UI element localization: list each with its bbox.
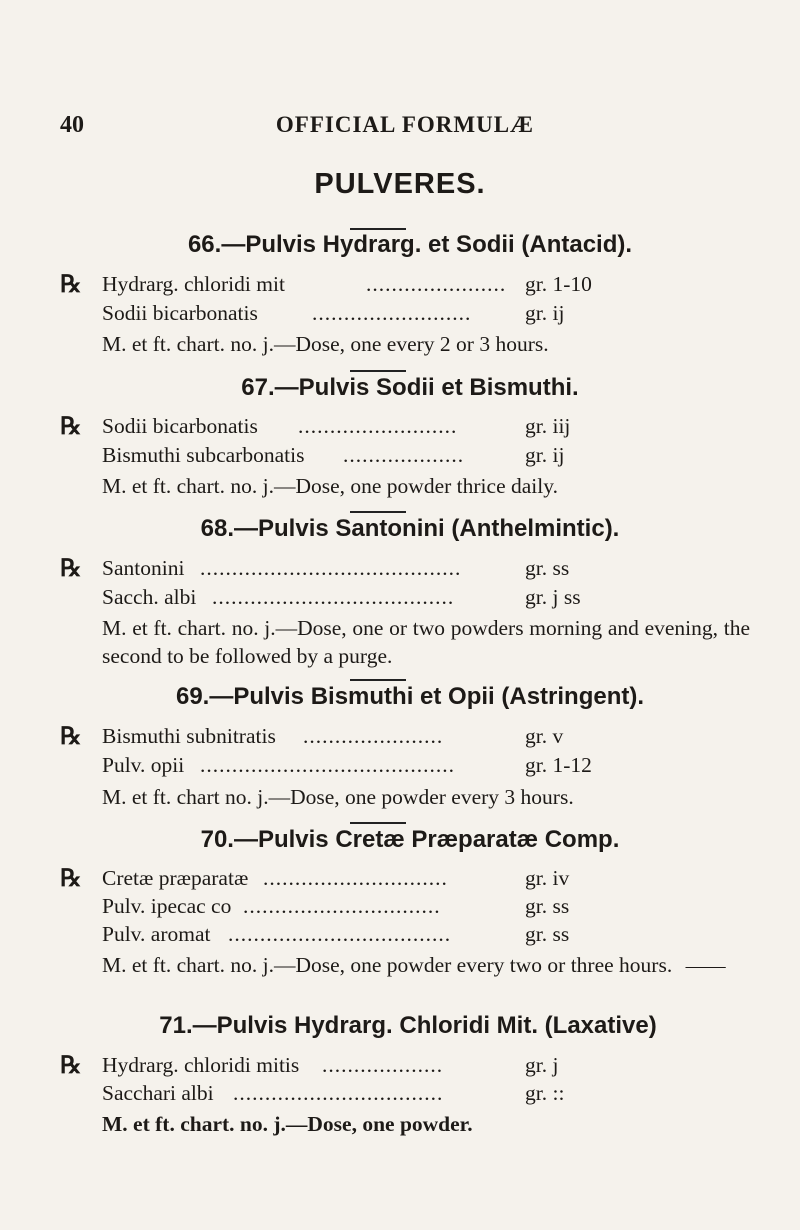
ingredient-line [60,272,750,302]
ingredient-name: Sodii bicarbonatis [102,301,258,325]
leader-dots: ................................. [233,1081,444,1105]
directions: M. et ft. chart. no. j.—Dose, one powder thrice daily. [102,474,558,498]
leader-dots: ........................................ [200,753,455,777]
entry-title-67: 67.—Pulvis Sodii et Bismuthi. [241,374,579,401]
directions: M. et ft. chart. no. j.—Dose, one every 2 or 3 hours. [102,332,549,356]
title-rule [350,370,406,372]
ingredient-name: Sacchari albi [102,1081,214,1105]
ingredient-dose: gr. v [525,724,564,748]
directions: M. et ft. chart. no. j.—Dose, one or two powders morning and evening, the second to be followed by a purge. [102,616,750,668]
ingredient-dose: gr. ss [525,894,570,918]
ingredient-line [60,414,750,444]
ingredient-line [60,1081,750,1111]
ingredient-name: Sacch. albi [102,585,197,609]
ingredient-dose: gr. ij [525,443,565,467]
ingredient-line [60,443,750,473]
ingredient-name: Pulv. ipecac co [102,894,232,918]
directions: M. et ft. chart. no. j.—Dose, one powder every two or three hours. —— [102,953,726,977]
title-rule [350,511,406,513]
leader-dots: ......................... [312,301,472,325]
directions: M. et ft. chart. no. j.—Dose, one powder. [102,1112,473,1136]
ingredient-dose: gr. 1-10 [525,272,592,296]
ingredient-dose: gr. ss [525,922,570,946]
leader-dots: ...................... [366,272,507,296]
title-rule [350,822,406,824]
ingredient-name: Bismuthi subnitratis [102,724,276,748]
ingredient-name: Santonini [102,556,185,580]
leader-dots: ................... [322,1053,444,1077]
ingredient-dose: gr. j ss [525,585,581,609]
ingredient-line [60,866,750,896]
title-rule [350,228,406,230]
ingredient-line [60,894,750,924]
ingredient-name: Cretæ præparatæ [102,866,249,890]
ingredient-dose: gr. ss [525,556,570,580]
ingredient-dose: gr. 1-12 [525,753,592,777]
ingredient-dose: gr. j [525,1053,559,1077]
ingredient-dose: gr. iij [525,414,571,438]
entry-title-70: 70.—Pulvis Cretæ Præparatæ Comp. [200,826,620,853]
leader-dots: ................... [343,443,465,467]
running-head: OFFICIAL FORMULÆ [275,112,535,137]
leader-dots: ................................... [228,922,452,946]
ingredient-line [60,556,750,586]
leader-dots: ......................... [298,414,458,438]
ingredient-line [60,753,750,783]
ingredient-dose: gr. :: [525,1081,565,1105]
title-rule [350,679,406,681]
ingredient-name: Sodii bicarbonatis [102,414,258,438]
recipe-symbol: ℞ [60,556,82,582]
ingredient-line [60,724,750,754]
recipe-symbol: ℞ [60,724,82,750]
leader-dots: ............................... [243,894,441,918]
ingredient-name: Pulv. opii [102,753,185,777]
page-header [60,112,750,148]
ingredient-name: Bismuthi subcarbonatis [102,443,305,467]
ingredient-dose: gr. iv [525,866,570,890]
entry-title-69: 69.—Pulvis Bismuthi et Opii (Astringent). [175,683,645,710]
directions: M. et ft. chart no. j.—Dose, one powder every 3 hours. [102,785,574,809]
ingredient-name: Hydrarg. chloridi mit [102,272,285,296]
entry-title-68: 68.—Pulvis Santonini (Anthelmintic). [200,515,620,542]
leader-dots: ...................................... [212,585,455,609]
entry-title-71: 71.—Pulvis Hydrarg. Chloridi Mit. (Laxative) [159,1012,657,1039]
ingredient-name: Pulv. aromat [102,922,211,946]
section-title: PULVERES. [314,168,486,200]
recipe-symbol: ℞ [60,1053,82,1079]
leader-dots: ...................... [303,724,444,748]
page-number: 40 [60,112,84,138]
ingredient-line [60,922,750,952]
recipe-symbol: ℞ [60,272,82,298]
short-rule: —— [685,955,726,977]
leader-dots: ............................. [263,866,448,890]
leader-dots: ......................................... [200,556,462,580]
entry-title-66: 66.—Pulvis Hydrarg. et Sodii (Antacid). [187,231,633,258]
ingredient-line [60,585,750,615]
ingredient-line [60,1053,750,1083]
ingredient-name: Hydrarg. chloridi mitis [102,1053,300,1077]
ingredient-line [60,301,750,331]
recipe-symbol: ℞ [60,414,82,440]
ingredient-dose: gr. ij [525,301,565,325]
recipe-symbol: ℞ [60,866,82,892]
